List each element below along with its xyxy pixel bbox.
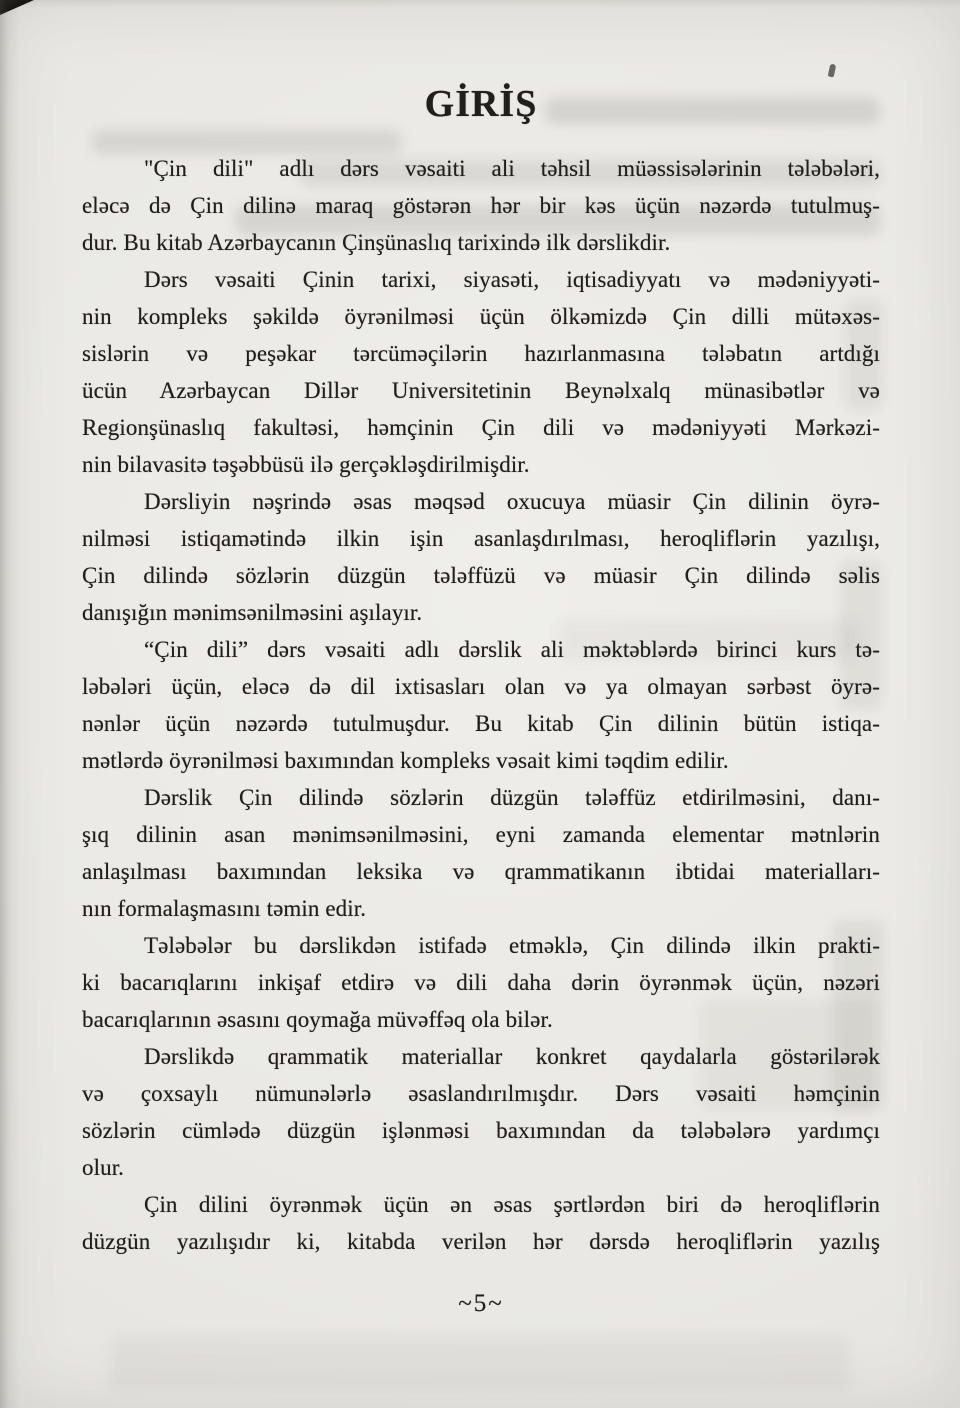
paragraph bbox=[82, 261, 880, 483]
text-line: Regionşünaslıq fakultəsi, həmçinin Çin dili və mədəniyyəti Mərkəzi- bbox=[82, 415, 880, 440]
text-line: Dərsliyin nəşrində əsas məqsəd oxucuya müasir Çin dilinin öyrə- bbox=[144, 489, 880, 514]
text-line: nin kompleks şəkildə öyrənilməsi üçün ölkəmizdə Çin dilli mütəxəs- bbox=[82, 304, 880, 329]
text-line: olur. bbox=[82, 1155, 125, 1180]
text-line: Çin dilində sözlərin düzgün tələffüzü və müasir Çin dilində səlis bbox=[82, 563, 880, 588]
paragraph bbox=[82, 150, 880, 261]
text-line: bacarıqlarının əsasını qoymağa müvəffəq ola bilər. bbox=[82, 1007, 553, 1032]
paragraph bbox=[82, 927, 880, 1038]
paragraph bbox=[82, 1186, 880, 1260]
text-line: danışığın mənimsənilməsini aşılayır. bbox=[82, 600, 423, 625]
text-line: nənlər üçün nəzərdə tutulmuşdur. Bu kitab Çin dilinin bütün istiqa- bbox=[82, 711, 880, 736]
bleedthrough-artifact bbox=[110, 1335, 850, 1390]
text-line: Çin dilini öyrənmək üçün ən əsas şərtlərdən biri də heroqliflərin bbox=[144, 1192, 880, 1217]
page-title: GİRİŞ bbox=[424, 83, 538, 125]
text-line: və çoxsaylı nümunələrlə əsaslandırılmışdır. Dərs vəsaiti həmçinin bbox=[82, 1081, 880, 1106]
text-line: mətlərdə öyrənilməsi baxımından kompleks vəsait kimi təqdim edilir. bbox=[82, 748, 729, 773]
text-line: “Çin dili” dərs vəsaiti adlı dərslik ali məktəblərdə birinci kurs tə- bbox=[144, 637, 880, 662]
text-line: anlaşılması baxımından leksika və qrammatikanın ibtidai materialları- bbox=[82, 859, 880, 884]
page-number: ~5~ bbox=[458, 1290, 504, 1317]
text-line: düzgün yazılışıdır ki, kitabda verilən hər dərsdə heroqliflərin yazılış bbox=[82, 1229, 880, 1254]
text-line: Tələbələr bu dərslikdən istifadə etməklə, Çin dilində ilkin prakti- bbox=[144, 933, 880, 958]
text-line: Dərslikdə qrammatik materiallar konkret qaydalarla göstərilərək bbox=[144, 1044, 880, 1069]
scan-edge-shadow bbox=[0, 0, 20, 1408]
text-line: sözlərin cümlədə düzgün işlənməsi baxımından da tələbələrə yardımçı bbox=[82, 1118, 880, 1143]
text-line: nin bilavasitə təşəbbüsü ilə gerçəkləşdirilmişdir. bbox=[82, 452, 530, 477]
text-line: ücün Azərbaycan Dillər Universitetinin Beynəlxalq münasibətlər və bbox=[82, 378, 880, 403]
text-line: ləbələri üçün, eləcə də dil ixtisasları olan və ya olmayan sərbəst öyrə- bbox=[82, 674, 880, 699]
paragraph bbox=[82, 483, 880, 631]
text-line: Dərslik Çin dilində sözlərin düzgün tələffüz etdirilməsini, danı- bbox=[144, 785, 880, 810]
text-line: eləcə də Çin dilinə maraq göstərən hər bir kəs üçün nəzərdə tutulmuş- bbox=[82, 193, 880, 218]
text-line: Dərs vəsaiti Çinin tarixi, siyasəti, iqtisadiyyatı və mədəniyyəti- bbox=[144, 267, 880, 292]
text-line: nilməsi istiqamətində ilkin işin asanlaşdırılması, heroqliflərin yazılışı, bbox=[82, 526, 880, 551]
paragraph bbox=[82, 631, 880, 779]
text-line: ki bacarıqlarını inkişaf etdirə və dili daha dərin öyrənmək üçün, nəzəri bbox=[82, 970, 880, 995]
paragraph bbox=[82, 779, 880, 927]
text-line: "Çin dili" adlı dərs vəsaiti ali təhsil müəssisələrinin tələbələri, bbox=[144, 156, 880, 181]
page-body bbox=[82, 150, 880, 1260]
text-line: dur. Bu kitab Azərbaycanın Çinşünaslıq tarixində ilk dərslikdir. bbox=[82, 230, 671, 255]
text-line: şıq dilinin asan mənimsənilməsini, eyni zamanda elementar mətnlərin bbox=[82, 822, 880, 847]
text-line: nın formalaşmasını təmin edir. bbox=[82, 896, 367, 921]
ink-speck-artifact bbox=[828, 64, 837, 78]
text-line: sislərin və peşəkar tərcüməçilərin hazırlanmasına tələbatın artdığı bbox=[82, 341, 880, 366]
paragraph bbox=[82, 1038, 880, 1186]
scan-edge-shadow-top bbox=[0, 0, 960, 8]
